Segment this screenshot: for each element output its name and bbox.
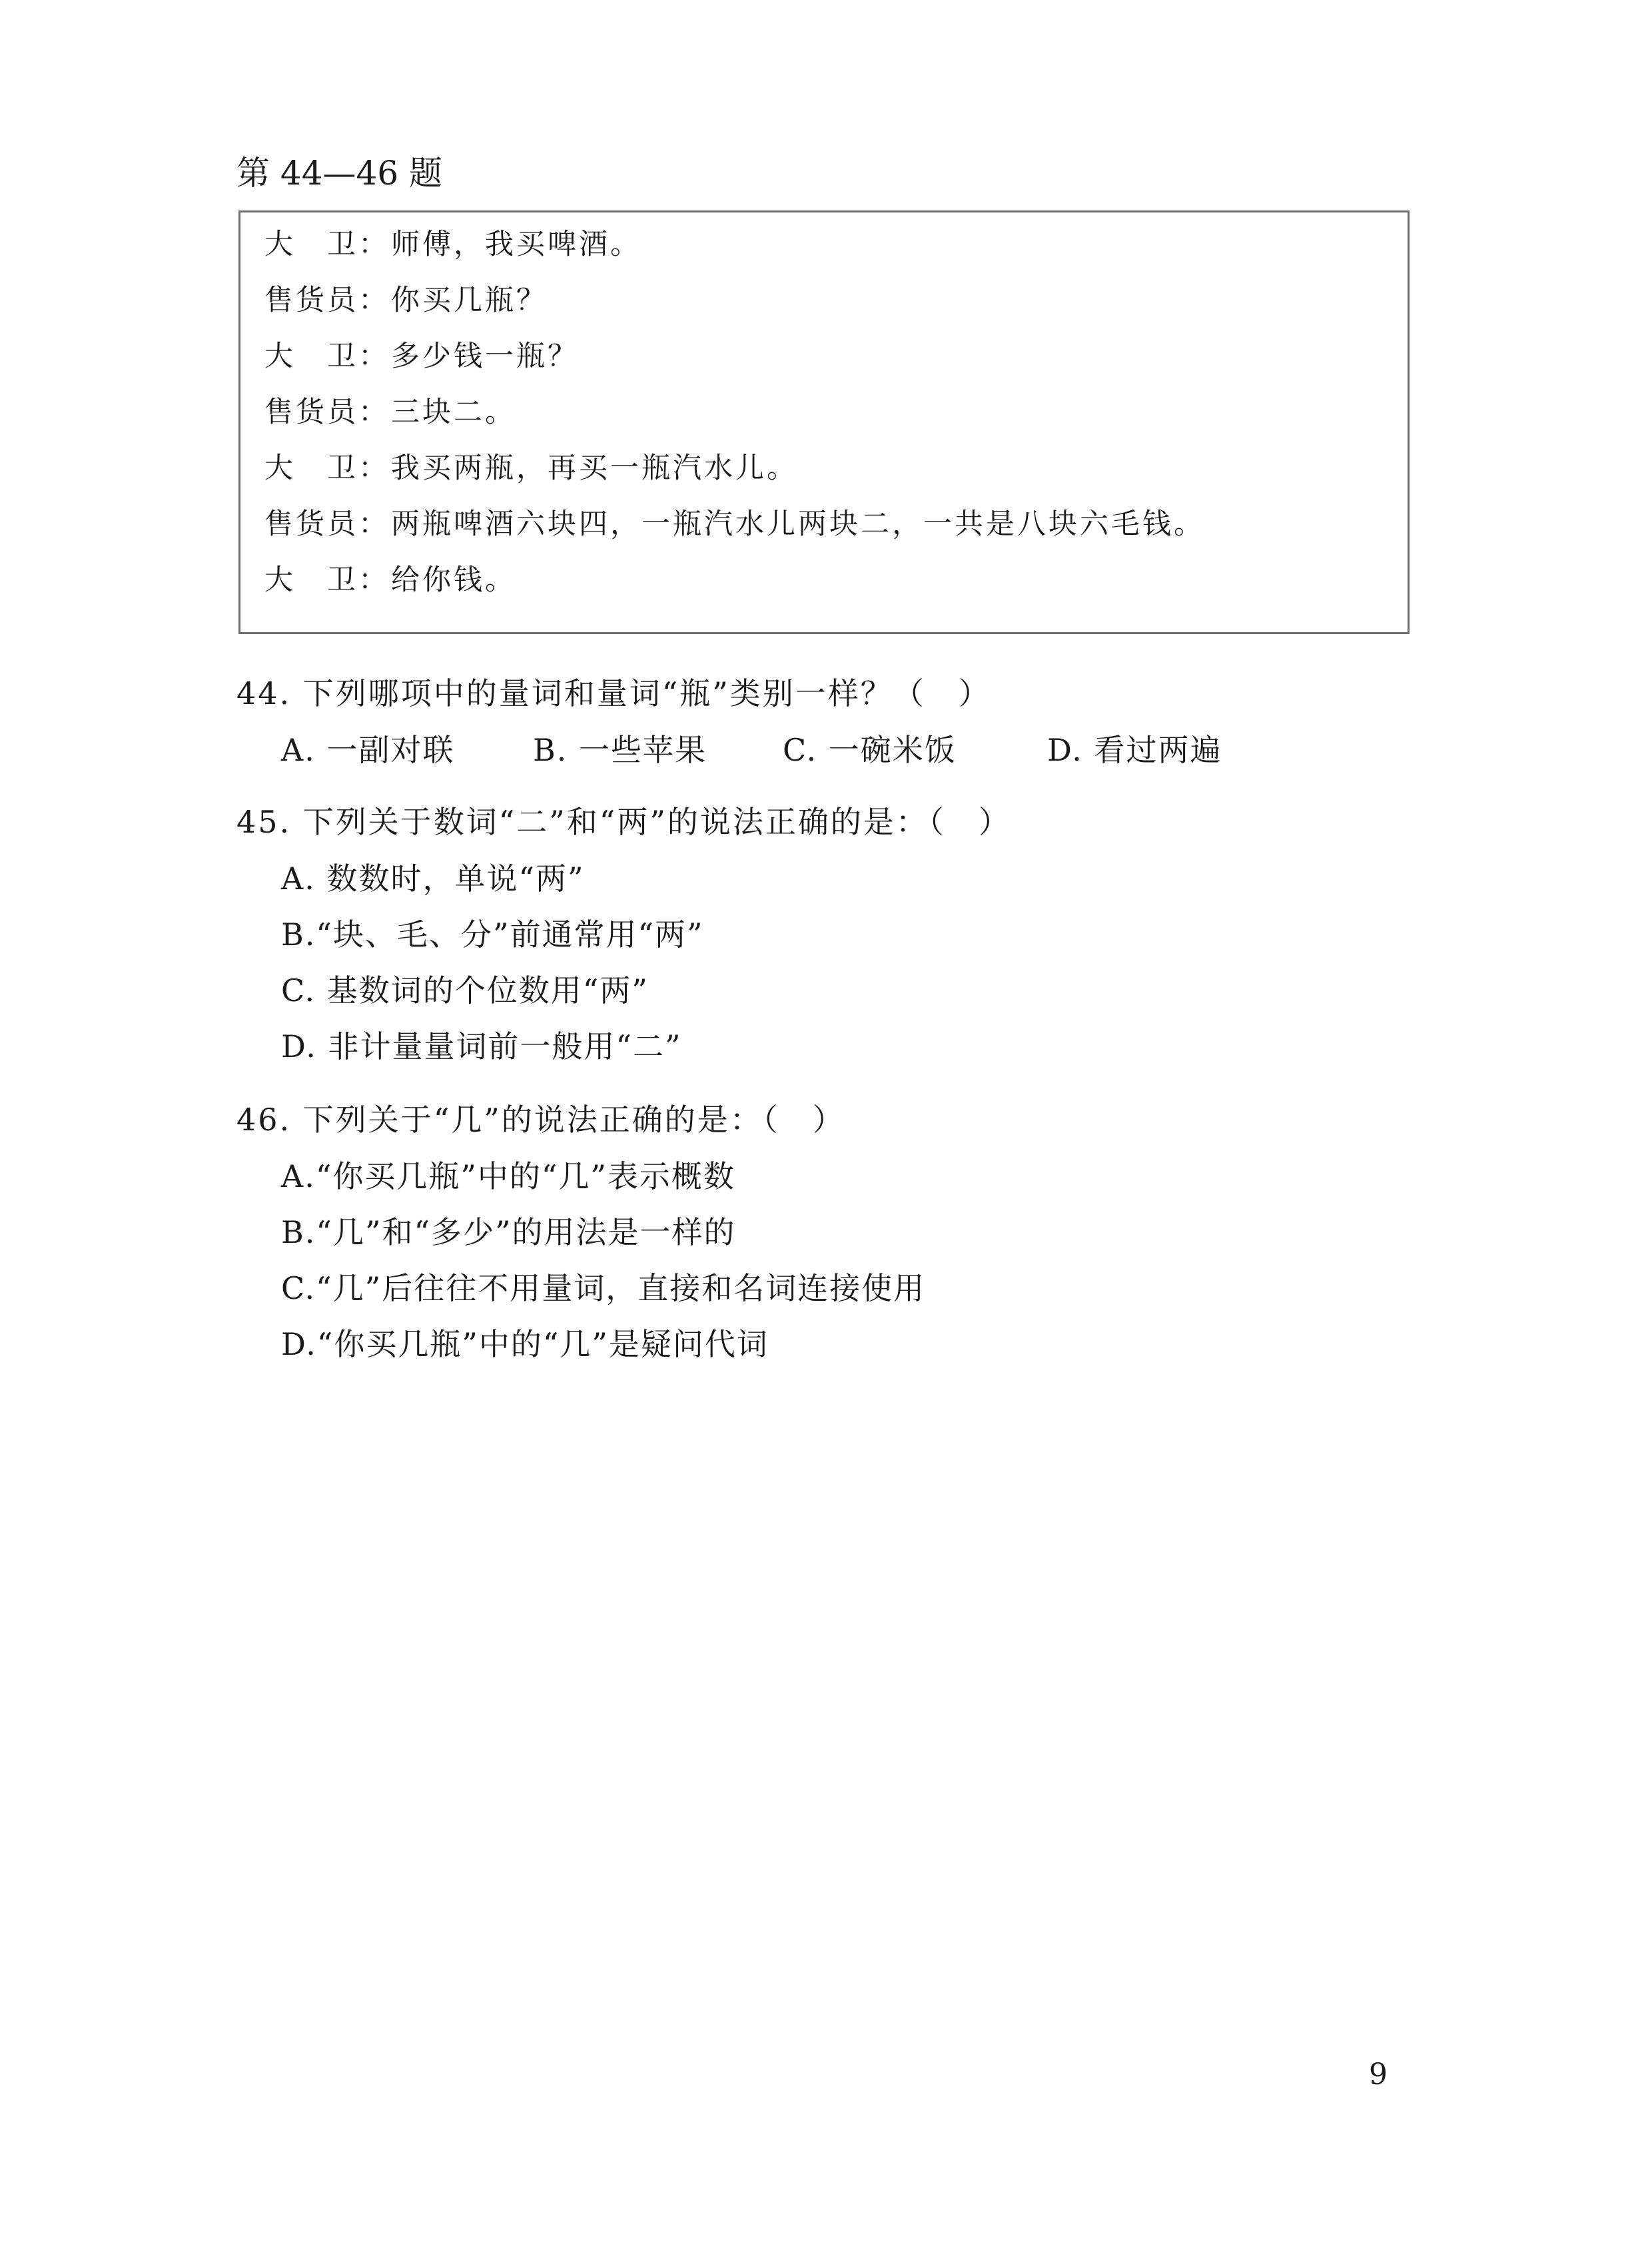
dialogue-text: 师傅，我买啤酒。 bbox=[391, 228, 641, 261]
dialogue-text: 三块二。 bbox=[391, 396, 516, 429]
question-44-option-d: D. 看过两遍 bbox=[1047, 732, 1222, 768]
dialogue-speaker: 售货员： bbox=[264, 284, 390, 317]
dialogue-speaker: 大 卫： bbox=[264, 228, 390, 261]
page-number: 9 bbox=[1369, 2057, 1388, 2091]
question-45-option-d: D. 非计量量词前一般用“二” bbox=[281, 1028, 682, 1064]
dialogue-line bbox=[264, 560, 516, 600]
dialogue-speaker: 大 卫： bbox=[264, 452, 390, 485]
dialogue-line bbox=[264, 448, 798, 488]
dialogue-text: 两瓶啤酒六块四，一瓶汽水儿两块二，一共是八块六毛钱。 bbox=[391, 508, 1205, 541]
dialogue-line bbox=[264, 504, 1205, 544]
dialogue-line bbox=[264, 224, 641, 264]
question-46-option-b: B.“几”和“多少”的用法是一样的 bbox=[281, 1214, 736, 1250]
question-44-option-a: A. 一副对联 bbox=[281, 732, 455, 768]
question-44-stem: 44. 下列哪项中的量词和量词“瓶”类别一样？（ ） bbox=[236, 675, 991, 711]
dialogue-speaker: 大 卫： bbox=[264, 563, 390, 597]
dialogue-speaker: 售货员： bbox=[264, 396, 390, 429]
question-46-option-d: D.“你买几瓶”中的“几”是疑问代词 bbox=[281, 1326, 769, 1362]
dialogue-box bbox=[238, 210, 1410, 634]
question-46-option-a: A.“你买几瓶”中的“几”表示概数 bbox=[281, 1158, 735, 1194]
question-44-option-b: B. 一些苹果 bbox=[533, 732, 707, 768]
dialogue-text: 给你钱。 bbox=[391, 563, 516, 597]
question-46-option-c: C.“几”后往往不用量词，直接和名词连接使用 bbox=[281, 1270, 926, 1306]
section-title: 第 44—46 题 bbox=[236, 154, 443, 192]
question-45-option-c: C. 基数词的个位数用“两” bbox=[281, 972, 649, 1008]
dialogue-line bbox=[264, 392, 516, 432]
question-46-stem: 46. 下列关于“几”的说法正确的是：（ ） bbox=[236, 1102, 845, 1138]
dialogue-line bbox=[264, 280, 548, 320]
question-45-stem: 45. 下列关于数词“二”和“两”的说法正确的是：（ ） bbox=[236, 804, 1011, 840]
question-44-option-c: C. 一碗米饭 bbox=[783, 732, 957, 768]
dialogue-speaker: 大 卫： bbox=[264, 340, 390, 373]
dialogue-text: 我买两瓶，再买一瓶汽水儿。 bbox=[391, 452, 798, 485]
dialogue-text: 你买几瓶？ bbox=[391, 284, 548, 317]
question-45-option-a: A. 数数时，单说“两” bbox=[281, 861, 585, 897]
dialogue-line bbox=[264, 336, 579, 376]
question-45-option-b: B.“块、毛、分”前通常用“两” bbox=[281, 917, 704, 952]
dialogue-speaker: 售货员： bbox=[264, 508, 390, 541]
dialogue-text: 多少钱一瓶？ bbox=[391, 340, 579, 373]
